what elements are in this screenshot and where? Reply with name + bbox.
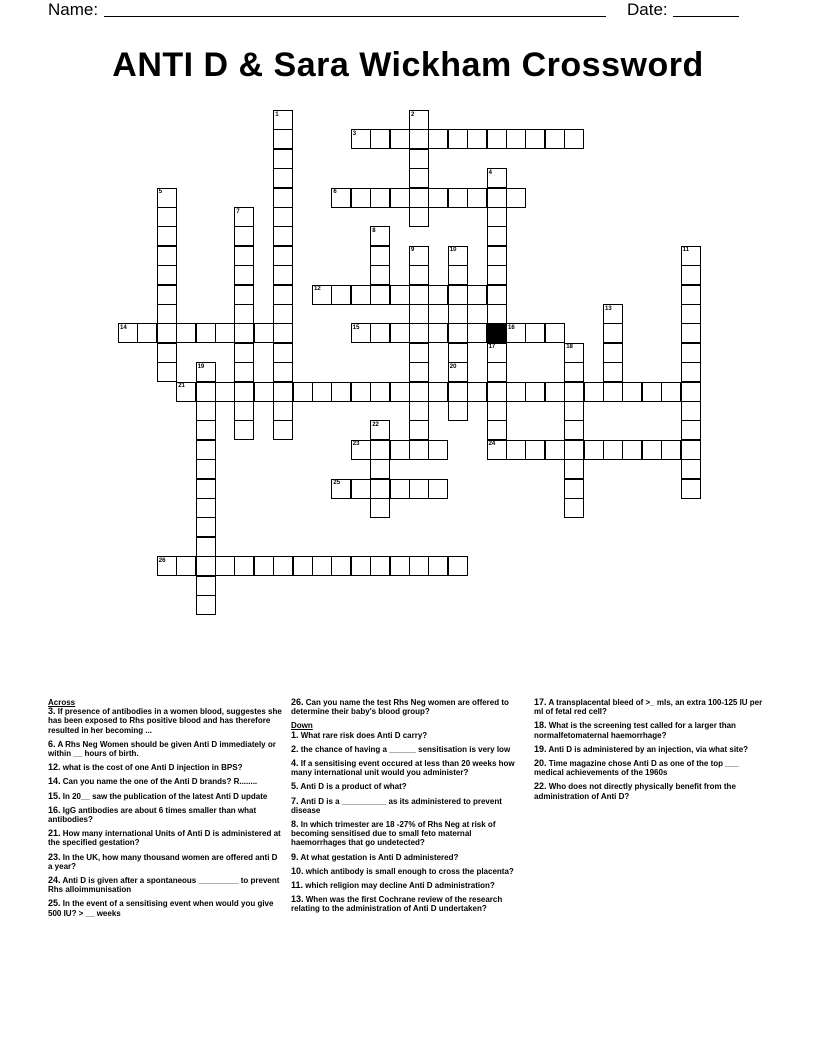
grid-cell[interactable] — [409, 304, 429, 324]
grid-cell[interactable] — [234, 382, 254, 402]
grid-cell[interactable] — [448, 343, 468, 363]
clue-across-6: 6. A Rhs Neg Women should be given Anti D immediately or within __ hours of birth. — [48, 738, 276, 759]
grid-cell[interactable] — [428, 479, 448, 499]
grid-cell[interactable] — [487, 207, 507, 227]
grid-cell[interactable] — [234, 207, 254, 227]
grid-cell[interactable] — [312, 285, 332, 305]
grid-cell[interactable] — [370, 420, 390, 440]
grid-cell[interactable] — [681, 420, 701, 440]
grid-cell[interactable] — [487, 188, 507, 208]
grid-cell[interactable] — [196, 576, 216, 596]
clue-number: 17 — [488, 344, 496, 351]
page-title: ANTI D & Sara Wickham Crossword — [112, 46, 704, 84]
clue-down-20: 20. Time magazine chose Anti D as one of the top ___ medical achievements of the 1960s — [534, 758, 739, 778]
grid-cell[interactable] — [370, 556, 390, 576]
clue-number: 2 — [411, 111, 415, 118]
clue-down-11: 11. which religion may decline Anti D administration? — [291, 880, 495, 891]
grid-cell[interactable] — [273, 110, 293, 130]
grid-cell[interactable] — [176, 323, 196, 343]
grid-cell[interactable] — [487, 362, 507, 382]
clue-across-15: 15. In 20__ saw the publication of the latest Anti D update — [48, 790, 268, 801]
grid-cell[interactable] — [448, 188, 468, 208]
grid-cell[interactable] — [681, 479, 701, 499]
clue-number: 14 — [120, 324, 127, 331]
grid-cell[interactable] — [564, 498, 584, 518]
clue-number: 4 — [488, 169, 492, 176]
grid-cell[interactable] — [409, 207, 429, 227]
name-label: Name: — [48, 0, 99, 19]
clue-number: 15 — [352, 324, 360, 331]
grid-cell[interactable] — [390, 440, 410, 460]
grid-cell[interactable] — [642, 440, 662, 460]
grid-cell[interactable] — [254, 556, 274, 576]
grid-cell[interactable] — [681, 343, 701, 363]
grid-cell[interactable] — [622, 382, 642, 402]
grid-cell[interactable] — [487, 304, 507, 324]
clue-down-22: 22. Who does not directly physically benefit from the administration of Anti D? — [534, 781, 736, 801]
clue-number: 7 — [236, 208, 240, 215]
grid-cell[interactable] — [370, 382, 390, 402]
grid-cell[interactable] — [525, 323, 545, 343]
clue-column-1 — [48, 698, 284, 923]
grid-cell[interactable] — [545, 129, 565, 149]
grid-cell[interactable] — [681, 304, 701, 324]
grid-cell[interactable] — [176, 556, 196, 576]
grid-cell[interactable] — [448, 556, 468, 576]
clue-down-7: 7. Anti D is a __________ as its administered to prevent disease — [291, 795, 502, 815]
grid-cell[interactable] — [506, 188, 526, 208]
grid-cell[interactable] — [273, 168, 293, 188]
grid-cell[interactable] — [390, 285, 410, 305]
clue-down-17: 17. A transplacental bleed of >_ mls, an extra 100-125 IU per ml of fetal red cell? — [534, 697, 763, 717]
grid-cell[interactable] — [428, 285, 448, 305]
date-label: Date: — [627, 0, 668, 19]
grid-cell[interactable] — [234, 343, 254, 363]
grid-cell[interactable] — [409, 401, 429, 421]
grid-cell[interactable] — [467, 382, 487, 402]
grid-cell[interactable] — [370, 323, 390, 343]
grid-cell[interactable] — [525, 129, 545, 149]
grid-cell[interactable] — [681, 401, 701, 421]
grid-cell[interactable] — [487, 420, 507, 440]
grid-cell[interactable] — [409, 323, 429, 343]
grid-cell[interactable] — [467, 285, 487, 305]
black-cell — [487, 323, 507, 343]
grid-cell[interactable] — [409, 110, 429, 130]
clue-across-26: 26. Can you name the test Rhs Neg women are offered to determine their baby's blood group? — [291, 697, 509, 717]
grid-cell[interactable] — [157, 343, 177, 363]
clue-across-16: 16. IgG antibodies are about 6 times smaller than what antibodies? — [48, 804, 257, 825]
grid-cell[interactable] — [196, 537, 216, 557]
grid-cell[interactable] — [603, 382, 623, 402]
grid-cell[interactable] — [157, 362, 177, 382]
grid-cell[interactable] — [428, 188, 448, 208]
clue-number: 23 — [352, 441, 360, 448]
grid-cell[interactable] — [370, 440, 390, 460]
grid-cell[interactable] — [545, 323, 565, 343]
grid-cell[interactable] — [409, 440, 429, 460]
grid-cell[interactable] — [196, 498, 216, 518]
grid-cell[interactable] — [448, 285, 468, 305]
grid-cell[interactable] — [428, 556, 448, 576]
grid-cell[interactable] — [409, 129, 429, 149]
clue-across-12: 12. what is the cost of one Anti D injection in BPS? — [48, 762, 243, 773]
grid-cell[interactable] — [215, 323, 235, 343]
grid-cell[interactable] — [351, 285, 371, 305]
grid-cell[interactable] — [390, 323, 410, 343]
grid-cell[interactable] — [118, 323, 138, 343]
grid-cell[interactable] — [331, 556, 351, 576]
grid-cell[interactable] — [157, 285, 177, 305]
grid-cell[interactable] — [196, 556, 216, 576]
grid-cell[interactable] — [525, 440, 545, 460]
grid-cell[interactable] — [409, 168, 429, 188]
grid-cell[interactable] — [681, 362, 701, 382]
grid-cell[interactable] — [273, 188, 293, 208]
grid-cell[interactable] — [137, 323, 157, 343]
grid-cell[interactable] — [448, 382, 468, 402]
clue-number: 5 — [158, 189, 163, 196]
grid-cell[interactable] — [448, 362, 468, 382]
grid-cell[interactable] — [293, 556, 313, 576]
grid-cell[interactable] — [448, 129, 468, 149]
clue-down-10: 10. which antibody is small enough to cross the placenta? — [291, 865, 514, 876]
grid-cell[interactable] — [234, 556, 254, 576]
grid-cell[interactable] — [273, 556, 293, 576]
grid-cell[interactable] — [564, 440, 584, 460]
grid-cell[interactable] — [487, 285, 507, 305]
grid-cell[interactable] — [196, 323, 216, 343]
grid-cell[interactable] — [584, 382, 604, 402]
grid-cell[interactable] — [176, 382, 196, 402]
grid-cell[interactable] — [603, 362, 623, 382]
grid-cell[interactable] — [293, 382, 313, 402]
grid-cell[interactable] — [157, 556, 177, 576]
clue-across-23: 23. In the UK, how many thousand women are offered anti D a year? — [48, 851, 278, 871]
grid-cell[interactable] — [448, 265, 468, 285]
grid-cell[interactable] — [448, 323, 468, 343]
grid-cell[interactable] — [681, 285, 701, 305]
grid-cell[interactable] — [390, 188, 410, 208]
grid-cell[interactable] — [273, 382, 293, 402]
grid-cell[interactable] — [428, 323, 448, 343]
grid-cell[interactable] — [370, 459, 390, 479]
grid-cell[interactable] — [273, 362, 293, 382]
clue-number: 20 — [449, 363, 457, 370]
grid-cell[interactable] — [254, 382, 274, 402]
grid-cell[interactable] — [409, 556, 429, 576]
grid-cell[interactable] — [331, 188, 351, 208]
grid-cell[interactable] — [487, 265, 507, 285]
grid-cell[interactable] — [409, 420, 429, 440]
grid-cell[interactable] — [351, 188, 371, 208]
clue-number: 16 — [508, 324, 515, 331]
down-heading: Down — [291, 721, 313, 731]
grid-cell[interactable] — [448, 246, 468, 266]
grid-cell[interactable] — [370, 188, 390, 208]
grid-cell[interactable] — [681, 265, 701, 285]
grid-cell[interactable] — [234, 304, 254, 324]
grid-cell[interactable] — [273, 401, 293, 421]
grid-cell[interactable] — [661, 382, 681, 402]
clue-down-4: 4. If a sensitising event occured at less than 20 weeks how many international unit would you administer? — [291, 758, 515, 778]
grid-cell[interactable] — [234, 420, 254, 440]
grid-cell[interactable] — [506, 440, 526, 460]
clue-number: 21 — [178, 383, 185, 390]
grid-cell[interactable] — [370, 129, 390, 149]
clue-number: 1 — [275, 111, 279, 118]
grid-cell[interactable] — [234, 362, 254, 382]
grid-cell[interactable] — [564, 382, 584, 402]
grid-cell[interactable] — [370, 479, 390, 499]
clue-number: 9 — [411, 247, 415, 254]
grid-cell[interactable] — [448, 401, 468, 421]
grid-cell[interactable] — [428, 440, 448, 460]
grid-cell[interactable] — [409, 479, 429, 499]
clue-down-19: 19. Anti D is administered by an injection, via what site? — [534, 743, 749, 754]
grid-cell[interactable] — [390, 129, 410, 149]
grid-cell[interactable] — [157, 246, 177, 266]
grid-cell[interactable] — [603, 323, 623, 343]
grid-cell[interactable] — [564, 343, 584, 363]
grid-cell[interactable] — [273, 246, 293, 266]
grid-cell[interactable] — [196, 382, 216, 402]
grid-cell[interactable] — [370, 226, 390, 246]
grid-cell[interactable] — [409, 188, 429, 208]
grid-cell[interactable] — [409, 382, 429, 402]
grid-cell[interactable] — [525, 382, 545, 402]
grid-cell[interactable] — [409, 265, 429, 285]
grid-cell[interactable] — [584, 440, 604, 460]
grid-cell[interactable] — [506, 323, 526, 343]
grid-cell[interactable] — [487, 401, 507, 421]
grid-cell[interactable] — [157, 207, 177, 227]
grid-cell[interactable] — [681, 459, 701, 479]
grid-cell[interactable] — [157, 226, 177, 246]
clue-across-21: 21. How many international Units of Anti D is administered at the specified gestation? — [48, 828, 281, 848]
clue-across-25: 25. In the event of a sensitising event when would you give 500 IU? > __ weeks — [48, 898, 274, 918]
clue-across-14: 14. Can you name the one of the Anti D brands? R........ — [48, 776, 258, 787]
grid-cell[interactable] — [312, 556, 332, 576]
grid-cell[interactable] — [487, 440, 507, 460]
grid-cell[interactable] — [467, 323, 487, 343]
grid-cell[interactable] — [622, 440, 642, 460]
grid-cell[interactable] — [351, 479, 371, 499]
grid-cell[interactable] — [370, 246, 390, 266]
grid-cell[interactable] — [273, 304, 293, 324]
clue-number: 25 — [333, 480, 341, 487]
clue-number: 8 — [372, 227, 376, 234]
clue-column-2 — [291, 698, 521, 919]
grid-cell[interactable] — [487, 382, 507, 402]
grid-cell[interactable] — [331, 479, 351, 499]
grid-cell[interactable] — [157, 188, 177, 208]
grid-cell[interactable] — [370, 498, 390, 518]
grid-cell[interactable] — [351, 556, 371, 576]
grid-cell[interactable] — [448, 304, 468, 324]
grid-cell[interactable] — [234, 285, 254, 305]
clue-across-24: 24. Anti D is given after a spontaneous _________ to prevent Rhs alloimmunisation — [48, 875, 280, 895]
grid-cell[interactable] — [234, 226, 254, 246]
grid-cell[interactable] — [409, 285, 429, 305]
grid-cell[interactable] — [545, 440, 565, 460]
grid-cell[interactable] — [215, 382, 235, 402]
clue-across-3: 3. If presence of antibodies in a women blood, suggestes she has been exposed to Rhs positive blood and has therefore resulted in her becoming ... — [48, 706, 282, 735]
grid-cell[interactable] — [487, 129, 507, 149]
grid-cell[interactable] — [370, 285, 390, 305]
grid-cell[interactable] — [273, 323, 293, 343]
grid-cell[interactable] — [390, 479, 410, 499]
grid-cell[interactable] — [331, 382, 351, 402]
grid-cell[interactable] — [196, 362, 216, 382]
clue-down-18: 18. What is the screening test called for a larger than normalfetomaternal haemorrhage? — [534, 720, 736, 740]
grid-cell[interactable] — [234, 265, 254, 285]
grid-cell[interactable] — [409, 149, 429, 169]
clue-number: 13 — [605, 305, 612, 312]
grid-cell[interactable] — [234, 246, 254, 266]
grid-cell[interactable] — [157, 304, 177, 324]
grid-cell[interactable] — [234, 401, 254, 421]
grid-cell[interactable] — [196, 440, 216, 460]
grid-cell[interactable] — [351, 440, 371, 460]
grid-cell[interactable] — [409, 246, 429, 266]
clue-down-8: 8. In which trimester are 18 -27% of Rhs Neg at risk of becoming sensitised due to small feto maternal haemorrhages that go undetected? — [291, 819, 496, 848]
grid-cell[interactable] — [196, 459, 216, 479]
grid-cell[interactable] — [603, 304, 623, 324]
across-heading: Across — [48, 698, 76, 707]
grid-cell[interactable] — [157, 323, 177, 343]
grid-cell[interactable] — [370, 265, 390, 285]
clue-number: 24 — [488, 441, 496, 448]
grid-cell[interactable] — [196, 401, 216, 421]
grid-cell[interactable] — [351, 323, 371, 343]
clue-down-2: 2. the chance of having a ______ sensitisation is very low — [291, 743, 511, 754]
clue-number: 19 — [197, 363, 205, 370]
grid-cell[interactable] — [273, 343, 293, 363]
clue-number: 6 — [333, 189, 337, 196]
clue-number: 11 — [682, 247, 689, 254]
grid-cell[interactable] — [681, 440, 701, 460]
grid-cell[interactable] — [390, 382, 410, 402]
grid-cell[interactable] — [564, 459, 584, 479]
grid-cell[interactable] — [506, 382, 526, 402]
grid-cell[interactable] — [312, 382, 332, 402]
grid-cell[interactable] — [564, 362, 584, 382]
grid-cell[interactable] — [564, 479, 584, 499]
grid-cell[interactable] — [681, 382, 701, 402]
clue-number: 10 — [449, 247, 457, 254]
grid-cell[interactable] — [409, 362, 429, 382]
clue-down-5: 5. Anti D is a product of what? — [291, 781, 407, 792]
grid-cell[interactable] — [506, 129, 526, 149]
clue-down-9: 9. At what gestation is Anti D administered? — [291, 851, 459, 862]
grid-cell[interactable] — [428, 129, 448, 149]
grid-cell[interactable] — [254, 323, 274, 343]
clue-column-3 — [534, 698, 768, 806]
clue-down-13: 13. When was the first Cochrane review of the research relating to the administration of Anti D undertaken? — [291, 894, 503, 914]
grid-cell[interactable] — [642, 382, 662, 402]
grid-cell[interactable] — [603, 343, 623, 363]
grid-cell[interactable] — [351, 382, 371, 402]
grid-cell[interactable] — [545, 382, 565, 402]
grid-cell[interactable] — [273, 420, 293, 440]
grid-cell[interactable] — [467, 129, 487, 149]
grid-cell[interactable] — [487, 343, 507, 363]
grid-cell[interactable] — [273, 149, 293, 169]
grid-cell[interactable] — [428, 382, 448, 402]
grid-cell[interactable] — [681, 246, 701, 266]
clue-number: 18 — [566, 344, 573, 351]
grid-cell[interactable] — [564, 401, 584, 421]
clue-number: 22 — [372, 421, 379, 428]
grid-cell[interactable] — [487, 168, 507, 188]
grid-cell[interactable] — [273, 285, 293, 305]
grid-cell[interactable] — [196, 595, 216, 615]
grid-cell[interactable] — [409, 343, 429, 363]
grid-cell[interactable] — [681, 323, 701, 343]
grid-cell[interactable] — [196, 420, 216, 440]
grid-cell[interactable] — [273, 265, 293, 285]
grid-cell[interactable] — [196, 517, 216, 537]
clue-number: 26 — [158, 557, 166, 564]
clue-down-1: 1. What rare risk does Anti D carry? — [291, 729, 428, 740]
grid-cell[interactable] — [157, 265, 177, 285]
grid-cell[interactable] — [273, 207, 293, 227]
grid-cell[interactable] — [273, 226, 293, 246]
grid-cell[interactable] — [331, 285, 351, 305]
grid-cell[interactable] — [273, 129, 293, 149]
grid-cell[interactable] — [390, 556, 410, 576]
grid-cell[interactable] — [234, 323, 254, 343]
grid-cell[interactable] — [564, 129, 584, 149]
grid-cell[interactable] — [487, 246, 507, 266]
grid-cell[interactable] — [196, 479, 216, 499]
grid-cell[interactable] — [467, 188, 487, 208]
clue-number: 3 — [352, 130, 357, 137]
grid-cell[interactable] — [487, 226, 507, 246]
grid-cell[interactable] — [603, 440, 623, 460]
grid-cell[interactable] — [661, 440, 681, 460]
grid-cell[interactable] — [215, 556, 235, 576]
grid-cell[interactable] — [351, 129, 371, 149]
grid-cell[interactable] — [564, 420, 584, 440]
clue-number: 12 — [314, 286, 321, 293]
